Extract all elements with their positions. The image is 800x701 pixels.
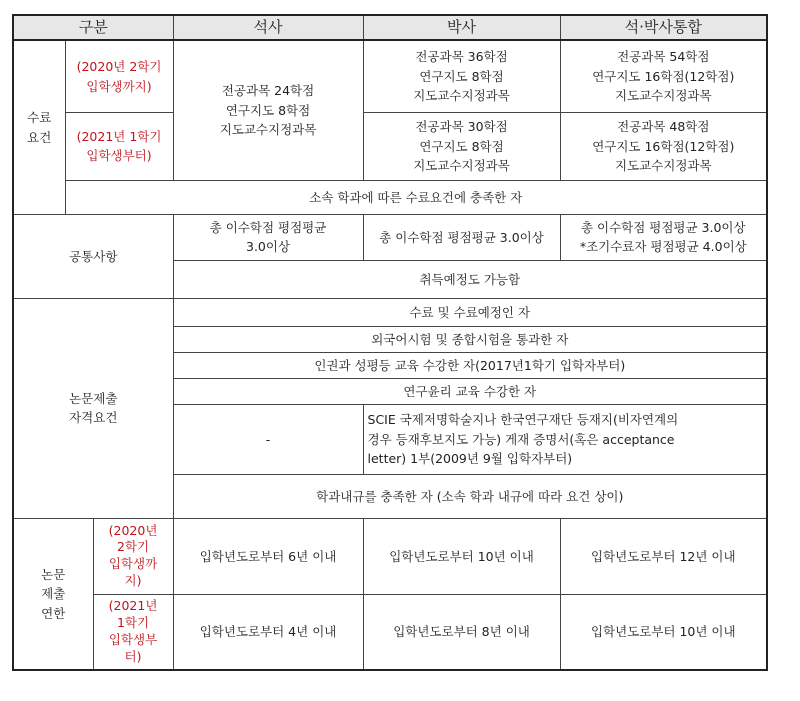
- completion-label: 수료 요건: [13, 40, 65, 214]
- thesis-qual-label: 논문제출 자격요건: [13, 298, 173, 518]
- thesis-limit-master-1: 입학년도로부터 6년 이내: [173, 518, 363, 594]
- common-integrated-gpa: 총 이수학점 평점평균 3.0이상 *조기수료자 평점평균 4.0이상: [560, 214, 767, 260]
- thesis-limit-integrated-2: 입학년도로부터 10년 이내: [560, 594, 767, 670]
- thesis-qual-dept-rule: 학과내규를 충족한 자 (소속 학과 내규에 따라 요건 상이): [173, 474, 767, 518]
- thesis-qual-item-2: 외국어시험 및 종합시험을 통과한 자: [173, 326, 767, 352]
- thesis-qual-item-4: 연구윤리 교육 수강한 자: [173, 378, 767, 404]
- completion-period-1: (2020년 2학기 입학생까지): [65, 40, 173, 112]
- thesis-qual-item-1: 수료 및 수료예정인 자: [173, 298, 767, 326]
- completion-period-2: (2021년 1학기 입학생부터): [65, 112, 173, 180]
- header-master: 석사: [173, 15, 363, 40]
- completion-row-2: [13, 112, 767, 180]
- thesis-qual-row-1: [13, 298, 767, 326]
- requirements-table: [12, 14, 768, 671]
- completion-integrated-1: 전공과목 54학점 연구지도 16학점(12학점) 지도교수지정과목: [560, 40, 767, 112]
- completion-doctor-2: 전공과목 30학점 연구지도 8학점 지도교수지정과목: [363, 112, 560, 180]
- completion-row-3: [13, 180, 767, 214]
- thesis-qual-item-3: 인권과 성평등 교육 수강한 자(2017년1학기 입학자부터): [173, 352, 767, 378]
- header-integrated: 석·박사통합: [560, 15, 767, 40]
- completion-common-note: 소속 학과에 따른 수료요건에 충족한 자: [65, 180, 767, 214]
- thesis-limit-integrated-1: 입학년도로부터 12년 이내: [560, 518, 767, 594]
- thesis-limit-row-2: [13, 594, 767, 670]
- thesis-limit-doctor-2: 입학년도로부터 8년 이내: [363, 594, 560, 670]
- completion-master: 전공과목 24학점 연구지도 8학점 지도교수지정과목: [173, 40, 363, 180]
- thesis-qual-scie: SCIE 국제저명학술지나 한국연구재단 등재지(비자연계의 경우 등재후보지도 가능) 게재 증명서(혹은 acceptance letter) 1부(2009년 9월 입학자부터): [363, 404, 767, 474]
- header-category: 구분: [13, 15, 173, 40]
- thesis-limit-row-1: [13, 518, 767, 594]
- thesis-limit-label: 논문 제출 연한: [13, 518, 93, 670]
- table-header-row: [13, 15, 767, 40]
- common-leave: 취득예정도 가능함: [173, 260, 767, 298]
- common-label: 공통사항: [13, 214, 173, 298]
- thesis-limit-period-1: (2020년 2학기 입학생까 지): [93, 518, 173, 594]
- thesis-limit-period-2: (2021년 1학기 입학생부 터): [93, 594, 173, 670]
- common-row-1: [13, 214, 767, 260]
- header-doctor: 박사: [363, 15, 560, 40]
- completion-integrated-2: 전공과목 48학점 연구지도 16학점(12학점) 지도교수지정과목: [560, 112, 767, 180]
- common-master-gpa: 총 이수학점 평점평균 3.0이상: [173, 214, 363, 260]
- thesis-limit-doctor-1: 입학년도로부터 10년 이내: [363, 518, 560, 594]
- thesis-limit-master-2: 입학년도로부터 4년 이내: [173, 594, 363, 670]
- thesis-qual-master-dash: -: [173, 404, 363, 474]
- completion-row-1: [13, 40, 767, 112]
- completion-doctor-1: 전공과목 36학점 연구지도 8학점 지도교수지정과목: [363, 40, 560, 112]
- common-doctor-gpa: 총 이수학점 평점평균 3.0이상: [363, 214, 560, 260]
